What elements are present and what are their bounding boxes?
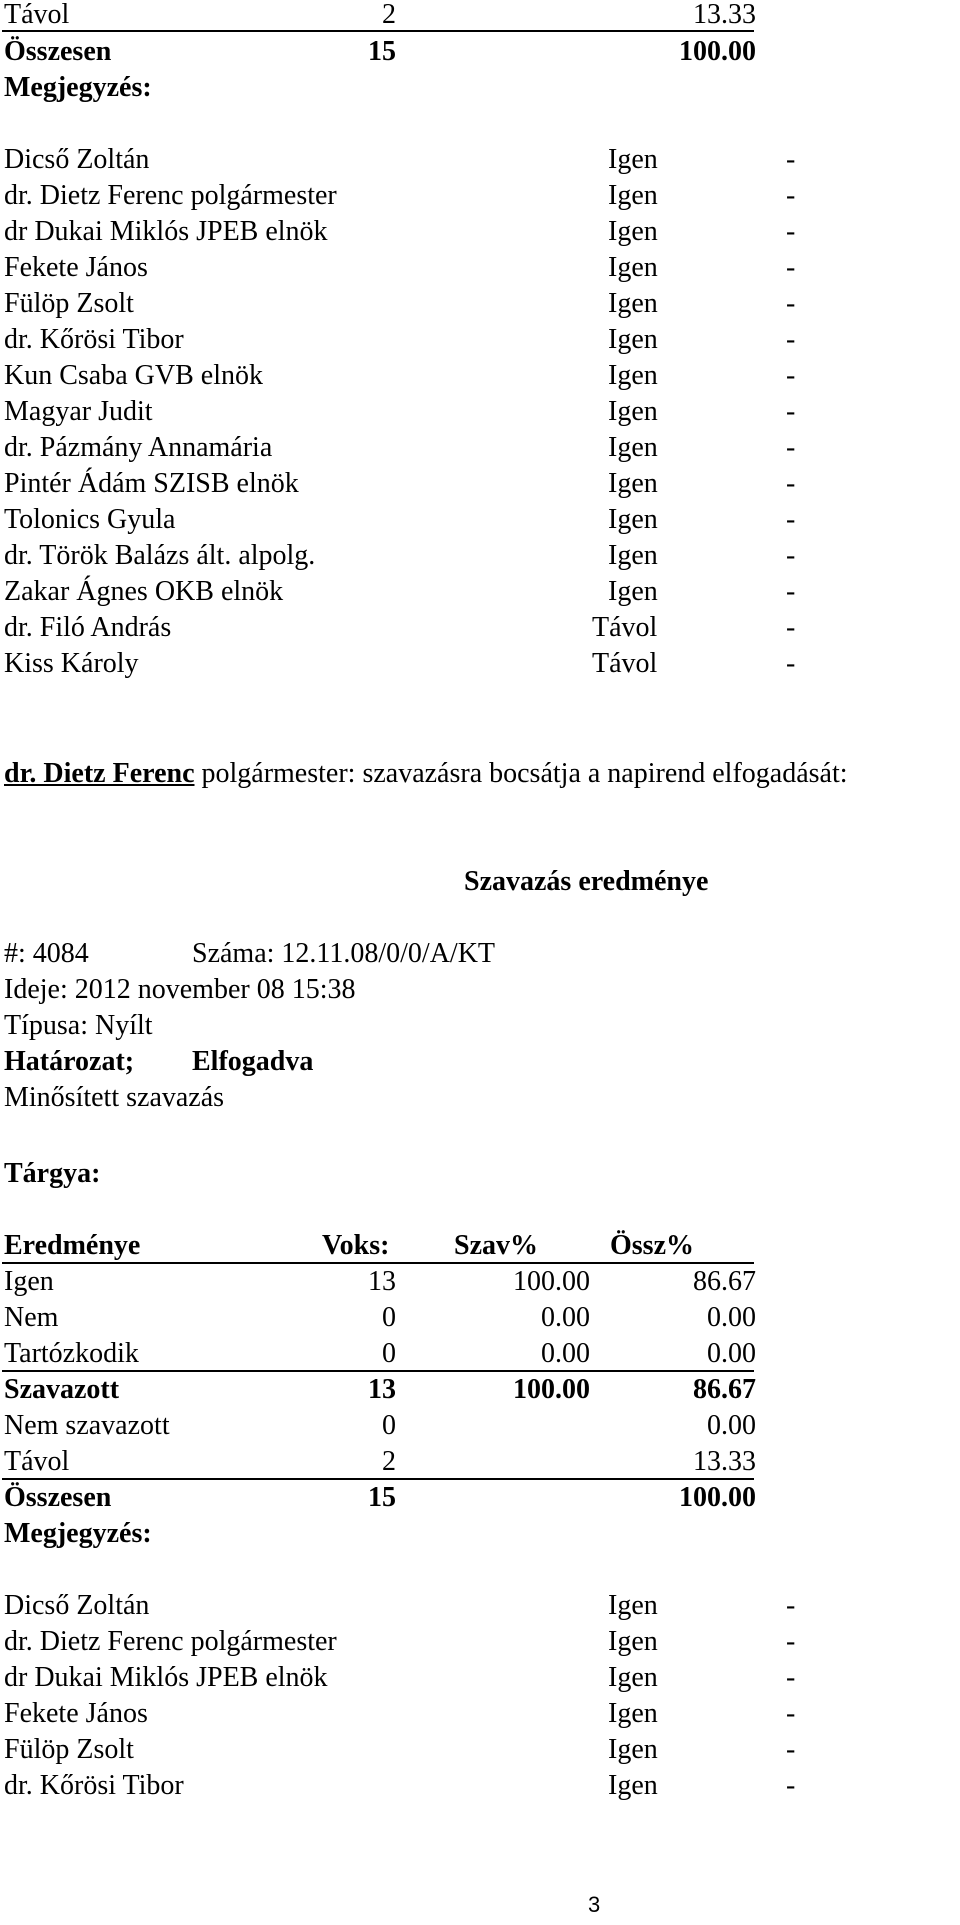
member-mark: -: [786, 1734, 796, 1765]
member-name: Tolonics Gyula: [4, 504, 176, 535]
vote-list-item: [0, 178, 796, 214]
resolution-status: Elfogadva: [192, 1046, 314, 1077]
member-name: Magyar Judit: [4, 396, 153, 427]
member-mark: -: [786, 324, 796, 355]
table-row: [0, 1480, 760, 1516]
table-row: [0, 1372, 760, 1408]
vote-list-item: [0, 574, 796, 610]
table-row: [0, 1444, 760, 1480]
member-vote: Igen: [608, 396, 658, 427]
member-vote: Igen: [608, 180, 658, 211]
member-vote: Igen: [608, 576, 658, 607]
member-vote: Igen: [608, 1770, 658, 1801]
member-name: Fekete János: [4, 1698, 148, 1729]
result-label: Távol: [4, 1446, 70, 1477]
member-mark: -: [786, 1770, 796, 1801]
member-name: dr Dukai Miklós JPEB elnök: [4, 1662, 328, 1693]
table-row: [0, 1264, 760, 1300]
member-mark: -: [786, 144, 796, 175]
result-voks: 13: [368, 1374, 396, 1405]
member-vote: Igen: [608, 468, 658, 499]
vote-list-item: [0, 502, 796, 538]
vote-type: Típusa: Nyílt: [4, 1010, 153, 1041]
table-row: [0, 1408, 760, 1444]
member-mark: -: [786, 468, 796, 499]
result-label: Összesen: [4, 1482, 112, 1513]
result-ossz: 13.33: [693, 1446, 756, 1477]
result-voks: 0: [382, 1338, 396, 1369]
member-name: Dicső Zoltán: [4, 144, 150, 175]
member-mark: -: [786, 288, 796, 319]
result-szav: 100.00: [513, 1266, 590, 1297]
member-name: Fülöp Zsolt: [4, 288, 134, 319]
member-name: dr. Kőrösi Tibor: [4, 1770, 184, 1801]
vote-number: Száma: 12.11.08/0/0/A/KT: [192, 938, 496, 969]
vote-list-item: [0, 358, 796, 394]
member-name: Zakar Ágnes OKB elnök: [4, 576, 284, 607]
vote-list-item: [0, 394, 796, 430]
vote-list-item: [0, 286, 796, 322]
result-ossz: 86.67: [693, 1374, 756, 1405]
vote-list-item: [0, 610, 796, 646]
table-row: [0, 1300, 760, 1336]
member-name: Dicső Zoltán: [4, 1590, 150, 1621]
page-number: 3: [588, 1892, 601, 1917]
top-result-row: Összesen 15 100.00: [4, 36, 756, 67]
member-name: dr. Dietz Ferenc polgármester: [4, 1626, 337, 1657]
vote-time: Ideje: 2012 november 08 15:38: [4, 974, 356, 1005]
vote-list-item: [0, 250, 796, 286]
member-name: Kun Csaba GVB elnök: [4, 360, 263, 391]
result-label: Nem: [4, 1302, 59, 1333]
result-szav: 0.00: [541, 1302, 590, 1333]
qualified-vote: Minősített szavazás: [4, 1082, 225, 1113]
statement: [4, 756, 848, 792]
member-vote: Igen: [608, 1590, 658, 1621]
result-label: Nem szavazott: [4, 1410, 170, 1441]
member-vote: Igen: [608, 432, 658, 463]
member-name: dr. Dietz Ferenc polgármester: [4, 180, 337, 211]
subject-label: Tárgya:: [4, 1158, 101, 1189]
top-result-row: Távol 2 13.33: [4, 0, 756, 30]
result-label: Tartózkodik: [4, 1338, 139, 1369]
member-vote: Igen: [608, 1662, 658, 1693]
result-ossz: 86.67: [693, 1266, 756, 1297]
vote-list-item: [0, 214, 796, 250]
member-vote: Igen: [608, 252, 658, 283]
result-ossz: 0.00: [707, 1338, 756, 1369]
member-vote: Távol: [592, 612, 658, 643]
result-voks: 13: [368, 1266, 396, 1297]
member-vote: Igen: [608, 288, 658, 319]
member-mark: -: [786, 540, 796, 571]
member-name: Pintér Ádám SZISB elnök: [4, 468, 299, 499]
member-name: Fülöp Zsolt: [4, 1734, 134, 1765]
vote-list-item: [0, 142, 796, 178]
result-ossz: 100.00: [679, 1482, 756, 1513]
member-name: dr. Filó András: [4, 612, 172, 643]
member-mark: -: [786, 432, 796, 463]
result-ossz: 0.00: [707, 1410, 756, 1441]
member-mark: -: [786, 648, 796, 679]
member-vote: Igen: [608, 1698, 658, 1729]
vote-list-item: [0, 322, 796, 358]
member-name: dr Dukai Miklós JPEB elnök: [4, 216, 328, 247]
results-table-header: Eredménye Voks: Szav% Össz%: [4, 1230, 694, 1261]
result-label: Igen: [4, 1266, 54, 1297]
member-mark: -: [786, 1626, 796, 1657]
member-mark: -: [786, 1662, 796, 1693]
member-mark: -: [786, 1698, 796, 1729]
vote-id: #: 4084: [4, 938, 89, 969]
vote-list-item: [0, 1768, 796, 1804]
result-szav: 100.00: [513, 1374, 590, 1405]
member-name: dr. Kőrösi Tibor: [4, 324, 184, 355]
member-name: dr. Pázmány Annamária: [4, 432, 273, 463]
vote-list-item: [0, 1588, 796, 1624]
vote-list-item: [0, 646, 796, 682]
member-name: dr. Török Balázs ált. alpolg.: [4, 540, 316, 571]
member-mark: -: [786, 216, 796, 247]
member-mark: -: [786, 576, 796, 607]
result-voks: 0: [382, 1410, 396, 1441]
vote-result-title: Szavazás eredménye: [464, 866, 709, 897]
resolution-label: Határozat;: [4, 1046, 135, 1077]
member-mark: -: [786, 252, 796, 283]
member-vote: Igen: [608, 216, 658, 247]
member-vote: Igen: [608, 360, 658, 391]
member-mark: -: [786, 360, 796, 391]
note-label: Megjegyzés:: [4, 72, 152, 103]
member-vote: Távol: [592, 648, 658, 679]
table-row: [0, 1336, 760, 1372]
member-mark: -: [786, 612, 796, 643]
member-vote: Igen: [608, 144, 658, 175]
row-underline: [2, 30, 754, 32]
result-szav: 0.00: [541, 1338, 590, 1369]
result-voks: 0: [382, 1302, 396, 1333]
vote-list-item: [0, 538, 796, 574]
statement-text: polgármester: szavazásra bocsátja a napirend elfogadását:: [194, 758, 848, 789]
member-name: Kiss Károly: [4, 648, 139, 679]
member-vote: Igen: [608, 540, 658, 571]
member-mark: -: [786, 180, 796, 211]
speaker-name: dr. Dietz Ferenc: [4, 758, 195, 789]
member-name: Fekete János: [4, 252, 148, 283]
member-vote: Igen: [608, 504, 658, 535]
result-voks: 15: [368, 1482, 396, 1513]
result-label: Szavazott: [4, 1374, 120, 1405]
member-mark: -: [786, 396, 796, 427]
member-mark: -: [786, 504, 796, 535]
member-vote: Igen: [608, 1734, 658, 1765]
result-ossz: 0.00: [707, 1302, 756, 1333]
note-label: Megjegyzés:: [4, 1518, 152, 1549]
vote-list-item: [0, 1732, 796, 1768]
vote-list-item: [0, 466, 796, 502]
vote-list-item: [0, 1624, 796, 1660]
vote-list-item: [0, 1660, 796, 1696]
member-vote: Igen: [608, 324, 658, 355]
result-voks: 2: [382, 1446, 396, 1477]
vote-list-item: [0, 430, 796, 466]
member-vote: Igen: [608, 1626, 658, 1657]
member-mark: -: [786, 1590, 796, 1621]
vote-list-item: [0, 1696, 796, 1732]
